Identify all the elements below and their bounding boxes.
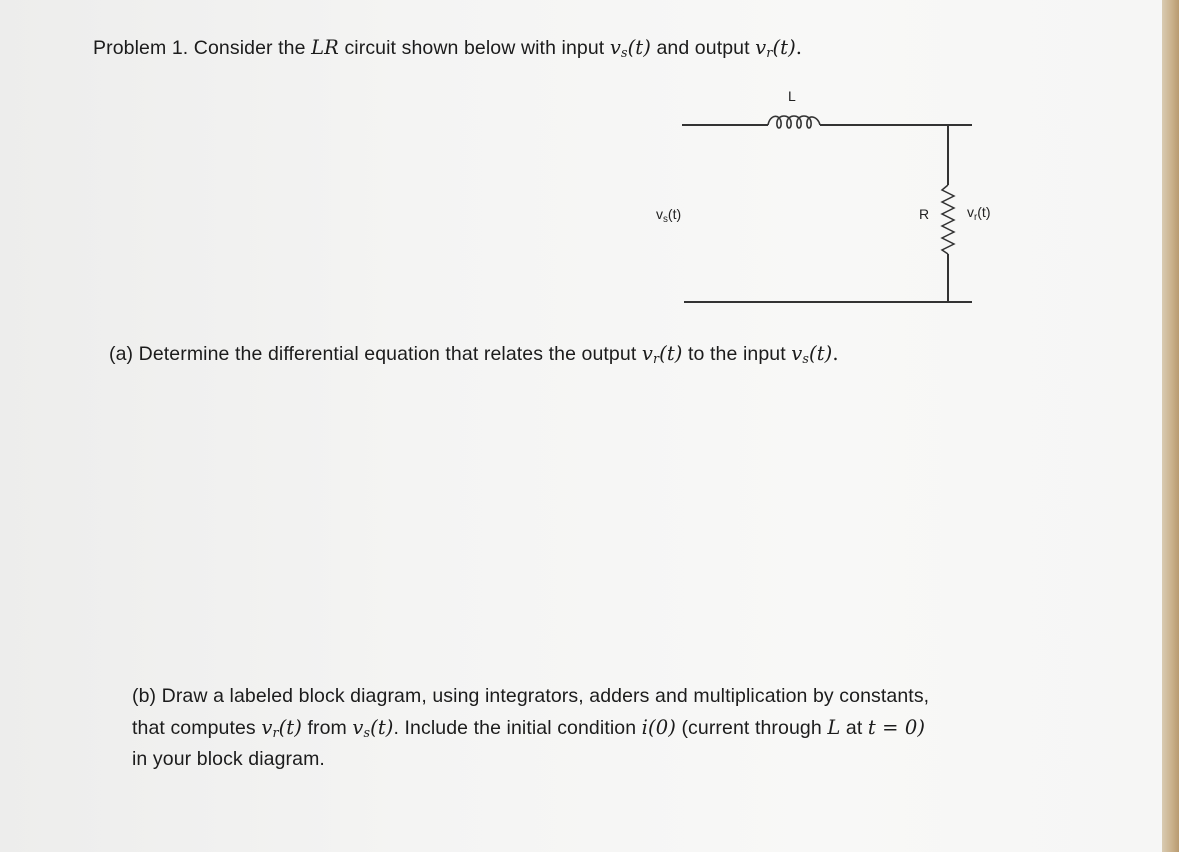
circuit-name: LR — [311, 36, 339, 59]
output-label-sub: r — [974, 211, 978, 223]
part-a-t1: (t) — [659, 342, 683, 365]
output-label-t: (t) — [977, 204, 991, 220]
source-label-t: (t) — [667, 206, 682, 222]
part-b-line2-b: . Include the initial condition — [393, 717, 642, 739]
part-a-t2: (t) — [808, 342, 833, 365]
part-b-line2-d: at — [840, 717, 868, 739]
heading-period: . — [795, 36, 803, 59]
part-a-text1: (a) Determine the differential equation that relates the output — [109, 343, 642, 365]
part-b-line2 — [132, 716, 925, 740]
part-b-from: from — [301, 717, 353, 739]
part-b-line3: in your block diagram. — [132, 748, 325, 770]
resistor-label: R — [919, 206, 930, 222]
and-output-text: and output — [650, 37, 756, 59]
part-b-line2-a: that computes — [132, 717, 262, 739]
part-b-t2: (t) — [370, 716, 394, 739]
part-a-vs-sub: s — [802, 351, 809, 367]
source-label — [656, 206, 681, 225]
part-b-teq: t = 0) — [867, 716, 926, 739]
resistor-zigzag-icon — [942, 185, 954, 254]
source-label-sub: s — [663, 213, 668, 225]
part-b-line1: (b) Draw a labeled block diagram, using integrators, adders and multiplication by constants, — [132, 685, 930, 707]
part-a-period: . — [832, 342, 839, 365]
output-time-arg: (t) — [772, 36, 796, 59]
part-a-vr: v — [641, 342, 653, 365]
input-time-arg: (t) — [627, 36, 651, 59]
output-label — [967, 204, 990, 223]
part-a-question — [109, 342, 839, 366]
inductor-label: L — [788, 88, 796, 104]
heading-text: Problem 1. Consider the — [93, 37, 312, 59]
part-b-L: L — [827, 716, 841, 739]
part-a-text2: to the input — [682, 343, 792, 365]
part-b-i0: i(0) — [641, 716, 676, 739]
part-b-line2-c: (current through — [675, 717, 828, 739]
output-symbol: v — [755, 36, 767, 59]
heading-middle: circuit shown below with input — [338, 37, 610, 59]
part-a-vr-sub: r — [653, 351, 660, 367]
part-b-vr: v — [261, 716, 273, 739]
output-subscript: r — [766, 45, 773, 61]
part-a-vs: v — [791, 342, 803, 365]
part-b-t1: (t) — [278, 716, 302, 739]
source-label-v: v — [656, 206, 663, 222]
part-b-vs-sub: s — [363, 725, 371, 741]
inductor-coil-icon — [768, 116, 820, 128]
input-symbol: v — [609, 36, 621, 59]
part-b-vs: v — [352, 716, 364, 739]
part-b-vr-sub: r — [272, 725, 279, 741]
input-subscript: s — [620, 45, 628, 61]
output-label-v: v — [967, 204, 974, 220]
